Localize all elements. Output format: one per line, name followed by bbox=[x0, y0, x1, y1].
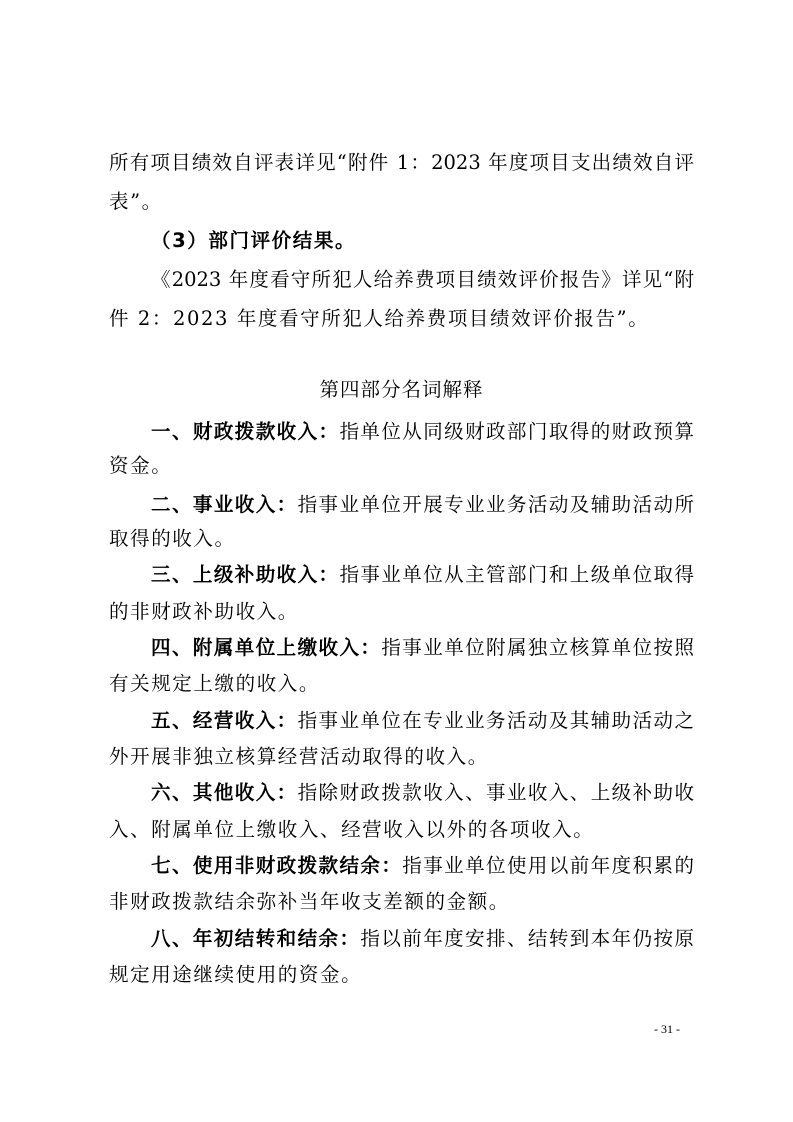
term-6-line-2: 入、附属单位上缴收入、经营收入以外的各项收入。 bbox=[109, 818, 595, 841]
term-2-label: 二、事业收入： bbox=[151, 493, 298, 516]
term-2-definition: 指事业单位开展专业业务活动及辅助活动所 bbox=[297, 493, 694, 516]
term-4-label: 四、附属单位上缴收入： bbox=[151, 636, 382, 659]
term-2-line-2: 取得的收入。 bbox=[109, 527, 236, 550]
term-3-definition: 指事业单位从主管部门和上级单位取得 bbox=[339, 563, 694, 586]
term-7-definition: 指事业单位使用以前年度积累的 bbox=[402, 854, 694, 877]
term-5-line-2: 外开展非独立核算经营活动取得的收入。 bbox=[109, 745, 489, 768]
term-3-label: 三、上级补助收入： bbox=[151, 563, 340, 586]
term-8-definition: 指以前年度安排、结转到本年仍按原 bbox=[360, 927, 694, 950]
term-6-label: 六、其他收入： bbox=[151, 781, 298, 804]
term-1-definition: 指单位从同级财政部门取得的财政预算 bbox=[339, 420, 694, 443]
intro-line-2: 表”。 bbox=[109, 190, 163, 213]
term-3-line-2: 的非财政补助收入。 bbox=[109, 600, 299, 623]
term-6-definition: 指除财政拨款收入、事业收入、上级补助收 bbox=[297, 781, 694, 804]
term-1-line-2: 资金。 bbox=[109, 454, 173, 477]
term-7-line-2: 非财政拨款结余弥补当年收支差额的金额。 bbox=[109, 890, 510, 913]
term-7-label: 七、使用非财政拨款结余： bbox=[151, 854, 403, 877]
term-5-definition: 指事业单位在专业业务活动及其辅助活动之 bbox=[297, 709, 694, 732]
section-title: 第四部分名词解释 bbox=[319, 378, 484, 401]
term-4-definition: 指事业单位附属独立核算单位按照 bbox=[381, 636, 694, 659]
intro-line-4: 件 2：2023 年度看守所犯人给养费项目绩效评价报告”。 bbox=[109, 307, 650, 330]
term-8-line-2: 规定用途继续使用的资金。 bbox=[109, 963, 363, 986]
intro-line-1: 所有项目绩效自评表详见“附件 1：2023 年度项目支出绩效自评 bbox=[109, 151, 694, 174]
term-8-label: 八、年初结转和结余： bbox=[151, 927, 361, 950]
page-number: - 31 - bbox=[654, 1022, 680, 1036]
subsection-heading-3: （3）部门评价结果。 bbox=[151, 229, 357, 252]
term-5-label: 五、经营收入： bbox=[151, 709, 298, 732]
intro-line-3: 《2023 年度看守所犯人给养费项目绩效评价报告》详见“附 bbox=[151, 268, 694, 291]
term-1-label: 一、财政拨款收入： bbox=[151, 420, 340, 443]
term-4-line-2: 有关规定上缴的收入。 bbox=[109, 672, 321, 695]
